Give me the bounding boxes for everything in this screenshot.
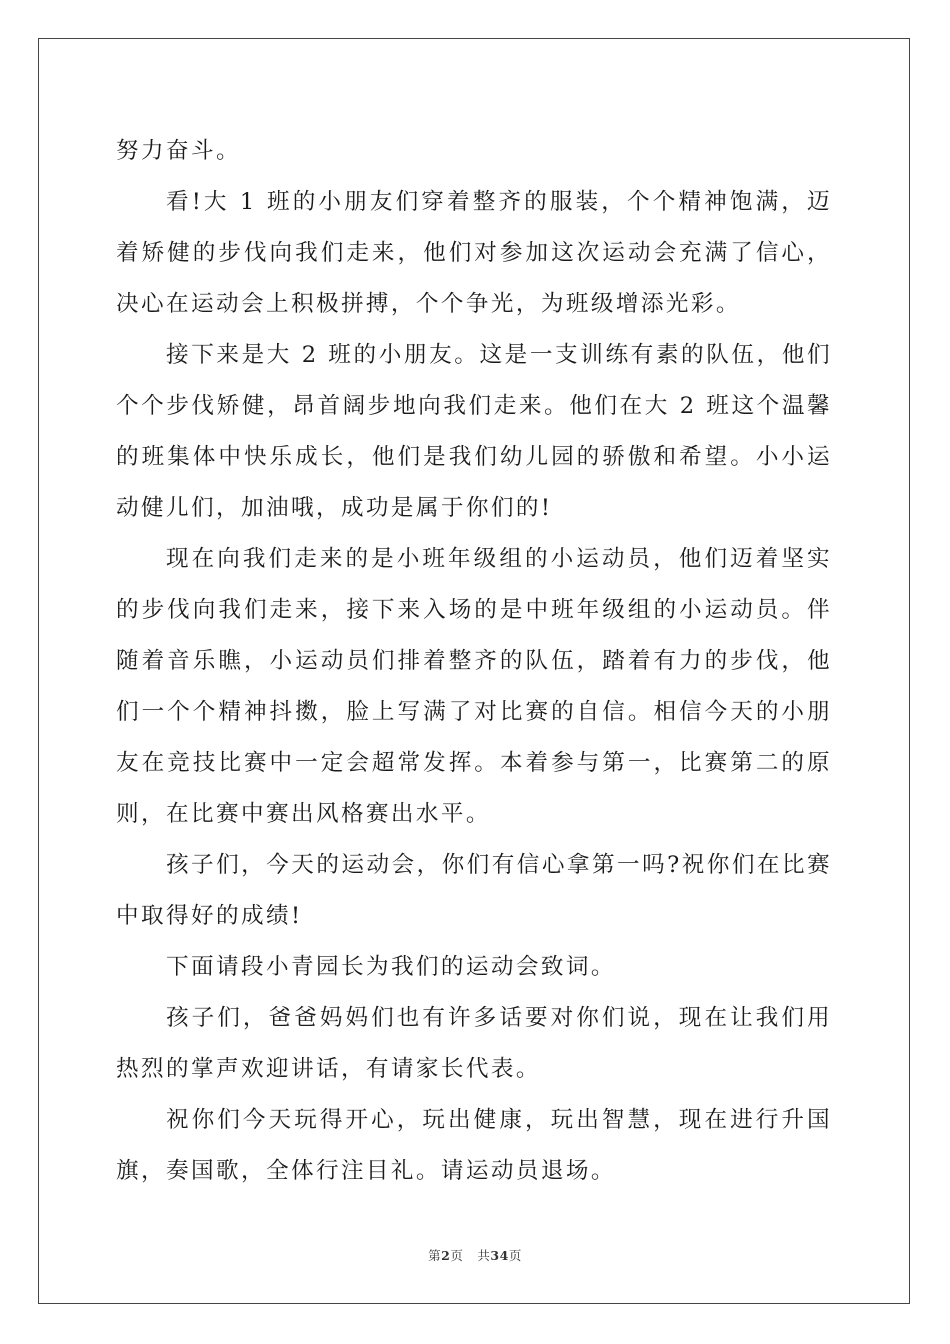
paragraph-3: 接下来是大 2 班的小朋友。这是一支训练有素的队伍，他们个个步伐矫健，昂首阔步地向我们走来。他们在大 2 班这个温馨的班集体中快乐成长，他们是我们幼儿园的骄傲和希望。小小运动健儿们，加油哦，成功是属于你们的! xyxy=(116,342,832,521)
page-total xyxy=(477,1248,521,1263)
total-prefix: 共 xyxy=(477,1248,491,1263)
paragraph-1: 努力奋斗。 xyxy=(116,138,241,164)
document-body xyxy=(116,126,832,1197)
total-pages: 34 xyxy=(490,1248,509,1263)
current-page: 2 xyxy=(441,1248,451,1263)
paragraph-7: 孩子们，爸爸妈妈们也有许多话要对你们说，现在让我们用热烈的掌声欢迎讲话，有请家长代表。 xyxy=(116,1005,832,1082)
page-prefix: 第 xyxy=(428,1248,442,1263)
total-suffix: 页 xyxy=(508,1248,522,1263)
page-footer xyxy=(0,1246,950,1264)
paragraph-5: 孩子们，今天的运动会，你们有信心拿第一吗?祝你们在比赛中取得好的成绩! xyxy=(116,852,832,929)
page-number xyxy=(428,1248,463,1263)
page-suffix: 页 xyxy=(450,1248,464,1263)
paragraph-8: 祝你们今天玩得开心，玩出健康，玩出智慧，现在进行升国旗，奏国歌，全体行注目礼。请运动员退场。 xyxy=(116,1107,832,1184)
paragraph-2: 看!大 1 班的小朋友们穿着整齐的服装，个个精神饱满，迈着矫健的步伐向我们走来，他们对参加这次运动会充满了信心，决心在运动会上积极拼搏，个个争光，为班级增添光彩。 xyxy=(116,189,832,317)
paragraph-4: 现在向我们走来的是小班年级组的小运动员，他们迈着坚实的步伐向我们走来，接下来入场的是中班年级组的小运动员。伴随着音乐瞧，小运动员们排着整齐的队伍，踏着有力的步伐，他们一个个精神抖擞，脸上写满了对比赛的自信。相信今天的小朋友在竞技比赛中一定会超常发挥。本着参与第一，比赛第二的原则，在比赛中赛出风格赛出水平。 xyxy=(116,546,832,827)
paragraph-6: 下面请段小青园长为我们的运动会致词。 xyxy=(166,954,616,980)
